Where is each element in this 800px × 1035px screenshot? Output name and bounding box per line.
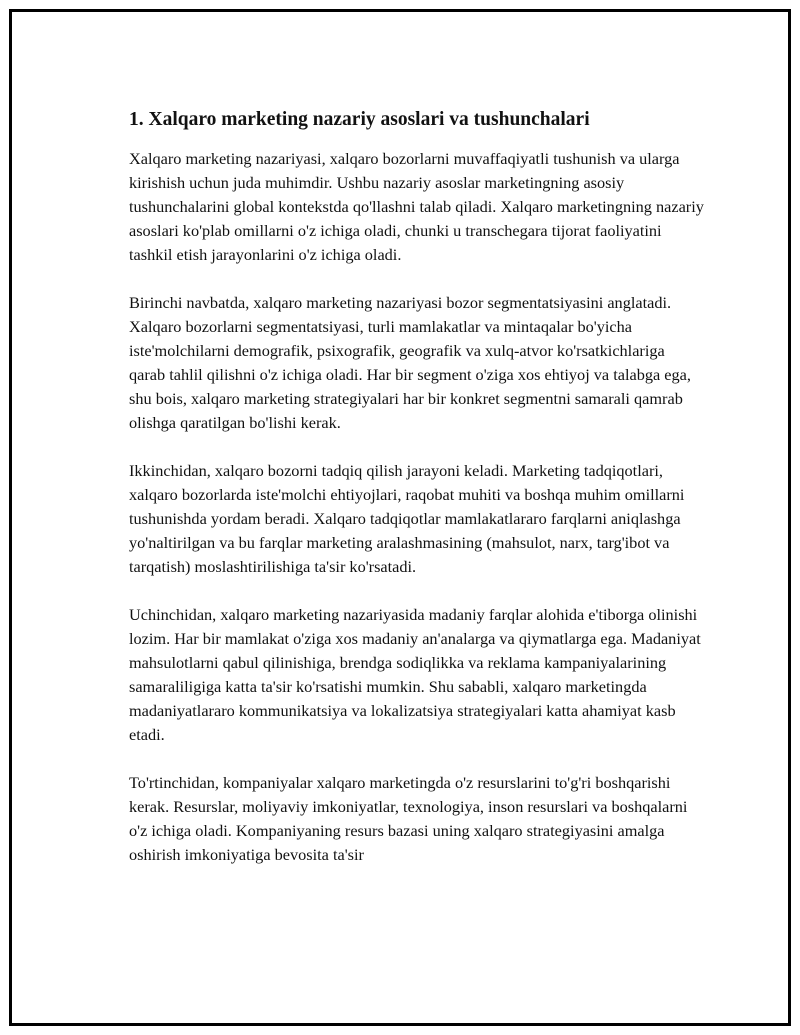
paragraph-2: Birinchi navbatda, xalqaro marketing nazariyasi bozor segmentatsiyasini anglatadi. Xalqaro bozorlarni segmentatsiyasi, turli mamlakatlar va mintaqalar bo'yicha iste'molchilarni demografik, psixografik, geografik va xulq-atvor ko'rsatkichlariga qarab tahlil qilishni o'z ichiga oladi. Har bir segment o'ziga xos ehtiyoj va talabga ega, shu bois, xalqaro marketing strategiyalari har bir konkret segmentni samarali qamrab olishga qaratilgan bo'lishi kerak.: [129, 293, 691, 432]
page-frame: [9, 9, 791, 1026]
section-heading: 1. Xalqaro marketing nazariy asoslari va tushunchalari: [129, 109, 590, 130]
paragraph-5: To'rtinchidan, kompaniyalar xalqaro marketingda o'z resurslarini to'g'ri boshqarishi kerak. Resurslar, moliyaviy imkoniyatlar, texnologiya, inson resurslari va boshqalarni o'z ichiga oladi. Kompaniyaning resurs bazasi uning xalqaro strategiyasini amalga oshirish imkoniyatiga bevosita ta'sir: [129, 773, 688, 864]
paragraph-4: Uchinchidan, xalqaro marketing nazariyasida madaniy farqlar alohida e'tiborga olinishi lozim. Har bir mamlakat o'ziga xos madaniy an'analarga va qiymatlarga ega. Madaniyat mahsulotlarni qabul qilinishiga, brendga sodiqlikka va reklama kampaniyalarining samaraliligiga katta ta'sir ko'rsatishi mumkin. Shu sababli, xalqaro marketingda madaniyatlararo kommunikatsiya va lokalizatsiya strategiyalari katta ahamiyat kasb etadi.: [129, 605, 701, 744]
document-body: [129, 107, 704, 891]
paragraph-3: Ikkinchidan, xalqaro bozorni tadqiq qilish jarayoni keladi. Marketing tadqiqotlari, xalqaro bozorlarda iste'molchi ehtiyojlari, raqobat muhiti va boshqa muhim omillarni tushunishda yordam beradi. Xalqaro tadqiqotlar mamlakatlararo farqlarni aniqlashga yo'naltirilgan va bu farqlar marketing aralashmasining (mahsulot, narx, targ'ibot va tarqatish) moslashtirilishiga ta'sir ko'rsatadi.: [129, 461, 685, 576]
paragraph-1: Xalqaro marketing nazariyasi, xalqaro bozorlarni muvaffaqiyatli tushunish va ularga kirishish uchun juda muhimdir. Ushbu nazariy asoslar marketingning asosiy tushunchalarini global kontekstda qo'llashni talab qiladi. Xalqaro marketingning nazariy asoslari ko'plab omillarni o'z ichiga oladi, chunki u transchegara tijorat faoliyatini tashkil etish jarayonlarini o'z ichiga oladi.: [129, 149, 704, 264]
